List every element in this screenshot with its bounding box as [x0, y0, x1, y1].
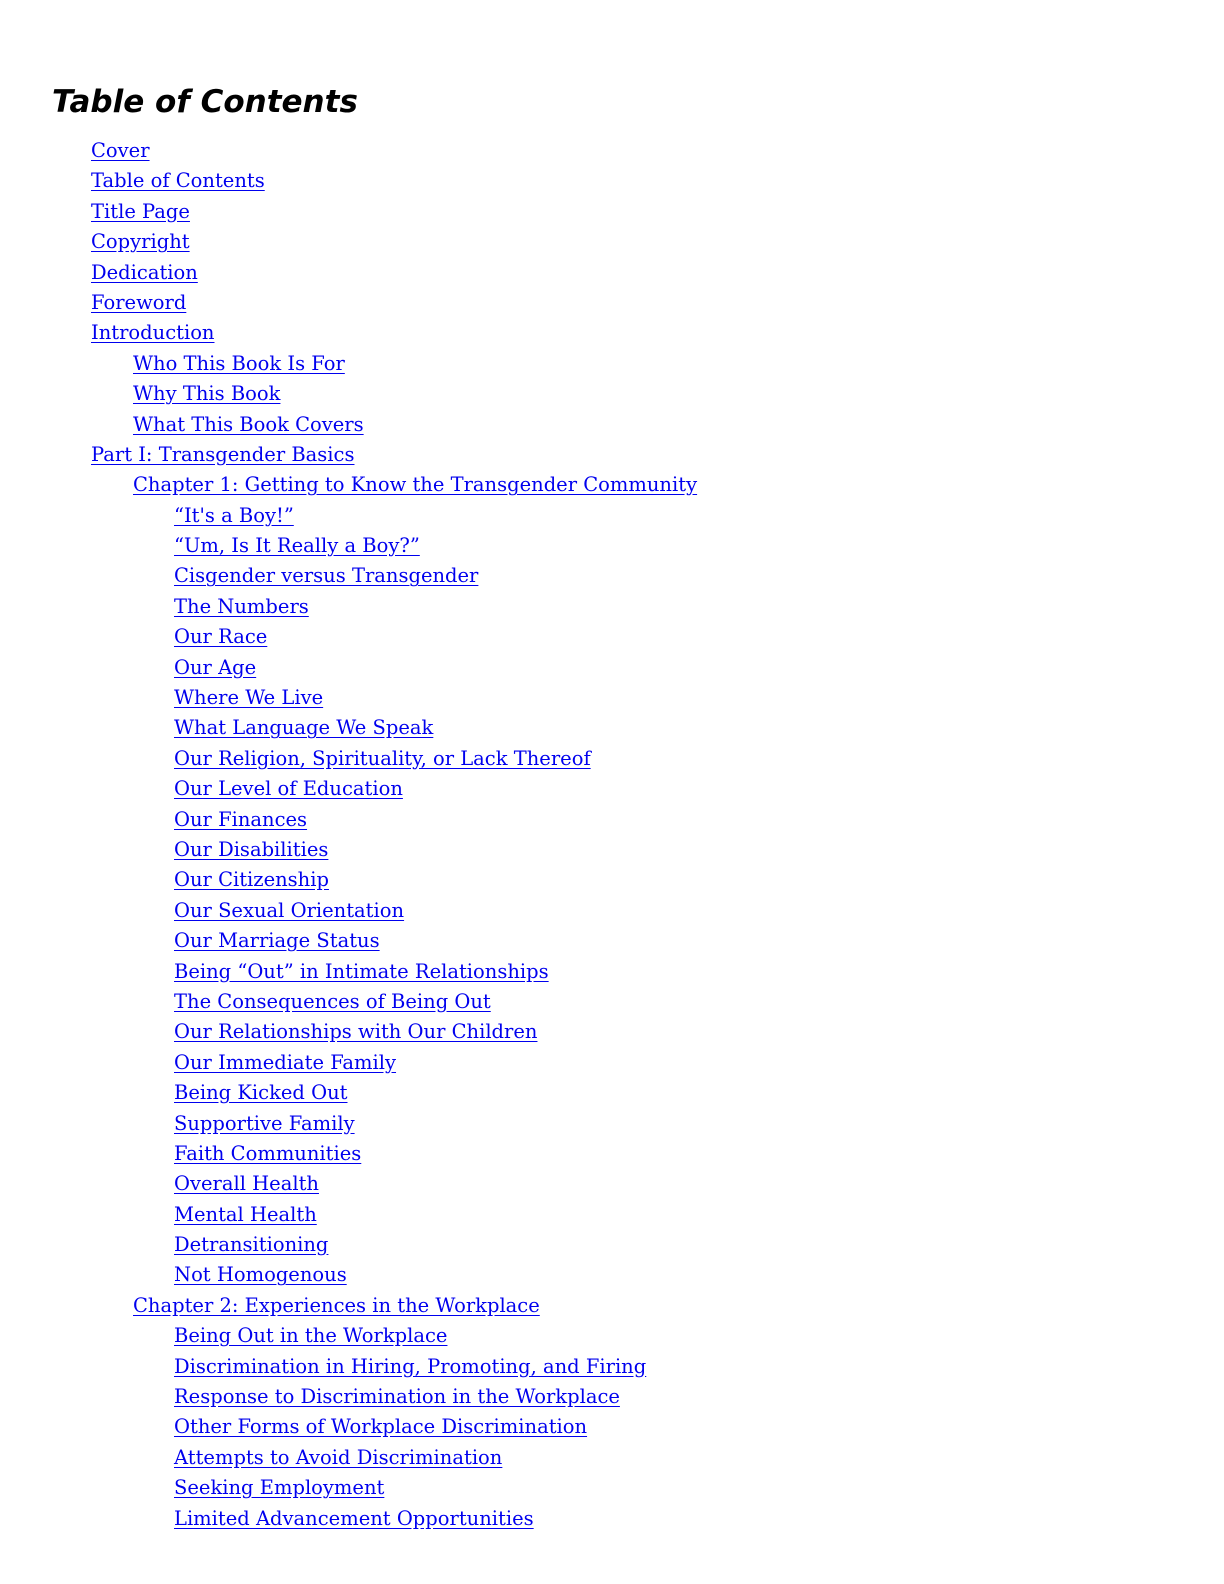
toc-link[interactable]: Cover — [91, 139, 150, 162]
toc-link[interactable]: Who This Book Is For — [133, 351, 345, 375]
toc-link[interactable]: Being “Out” in Intimate Relationships — [174, 959, 549, 983]
toc-entry — [0, 896, 697, 926]
toc-link[interactable]: Being Out in the Workplace — [174, 1324, 448, 1348]
toc-entry — [0, 1078, 697, 1108]
toc-entry — [0, 1291, 697, 1321]
toc-link[interactable]: Part I: Transgender Basics — [91, 442, 355, 466]
toc-entry — [0, 531, 697, 561]
toc-entry — [0, 683, 697, 713]
toc-entry — [0, 136, 697, 166]
toc-link[interactable]: Chapter 1: Getting to Know the Transgender Community — [133, 473, 698, 497]
toc-entry — [0, 774, 697, 804]
toc-link[interactable]: Copyright — [91, 230, 190, 254]
toc-link[interactable]: The Consequences of Being Out — [174, 989, 491, 1013]
toc-link[interactable]: Introduction — [91, 321, 215, 345]
toc-link[interactable]: Our Disabilities — [174, 837, 329, 861]
toc-link[interactable]: Where We Live — [174, 686, 324, 710]
toc-entry — [0, 1139, 697, 1169]
toc-link[interactable]: Our Sexual Orientation — [174, 898, 405, 922]
toc-link[interactable]: Title Page — [91, 199, 190, 223]
toc-entry — [0, 166, 697, 196]
toc-entry — [0, 1382, 697, 1412]
toc-link[interactable]: Seeking Employment — [174, 1476, 385, 1500]
toc-entry — [0, 744, 697, 774]
page-title: Table of Contents — [52, 84, 358, 120]
toc-link[interactable]: “Um, Is It Really a Boy?” — [174, 534, 420, 558]
toc-link[interactable]: The Numbers — [174, 594, 309, 618]
toc-entry — [0, 1169, 697, 1199]
toc-link[interactable]: Limited Advancement Opportunities — [174, 1506, 534, 1530]
toc-link[interactable]: Discrimination in Hiring, Promoting, and Firing — [174, 1354, 647, 1378]
toc-entry — [0, 318, 697, 348]
toc-entry — [0, 1321, 697, 1351]
toc-link[interactable]: Table of Contents — [91, 169, 265, 193]
toc-entry — [0, 1352, 697, 1382]
toc-link[interactable]: What This Book Covers — [133, 412, 364, 436]
toc-link[interactable]: Chapter 2: Experiences in the Workplace — [133, 1293, 540, 1317]
toc-link[interactable]: Faith Communities — [174, 1141, 362, 1165]
toc-link[interactable]: Our Religion, Spirituality, or Lack Thereof — [174, 746, 591, 770]
toc-link[interactable]: Our Marriage Status — [174, 929, 380, 953]
toc-entry — [0, 926, 697, 956]
toc-entry — [0, 410, 697, 440]
toc-entry — [0, 1504, 697, 1534]
toc-entry — [0, 1017, 697, 1047]
toc-link[interactable]: Detransitioning — [174, 1233, 329, 1257]
toc-entry — [0, 957, 697, 987]
toc-link[interactable]: Overall Health — [174, 1172, 319, 1196]
toc-entry — [0, 805, 697, 835]
toc-entry — [0, 470, 697, 500]
toc-link[interactable]: Foreword — [91, 290, 187, 314]
toc-entry — [0, 592, 697, 622]
toc-entry — [0, 622, 697, 652]
toc-entry — [0, 561, 697, 591]
toc-link[interactable]: Dedication — [91, 260, 198, 284]
toc-entry — [0, 1260, 697, 1290]
toc-entry — [0, 379, 697, 409]
toc-list — [0, 136, 697, 1534]
toc-entry — [0, 1473, 697, 1503]
toc-entry — [0, 987, 697, 1017]
toc-entry — [0, 440, 697, 470]
toc-link[interactable]: Our Age — [174, 655, 257, 679]
toc-entry — [0, 1230, 697, 1260]
toc-entry — [0, 1443, 697, 1473]
toc-entry — [0, 865, 697, 895]
toc-link[interactable]: Supportive Family — [174, 1111, 355, 1135]
toc-link[interactable]: Our Race — [174, 625, 268, 649]
toc-link[interactable]: Being Kicked Out — [174, 1081, 348, 1105]
toc-entry — [0, 835, 697, 865]
toc-link[interactable]: Our Citizenship — [174, 868, 329, 892]
toc-link[interactable]: Attempts to Avoid Discrimination — [174, 1445, 503, 1469]
toc-link[interactable]: What Language We Speak — [174, 716, 434, 740]
toc-link[interactable]: Our Relationships with Our Children — [174, 1020, 538, 1044]
toc-entry — [0, 653, 697, 683]
toc-entry — [0, 1200, 697, 1230]
toc-link[interactable]: “It's a Boy!” — [174, 503, 294, 527]
toc-entry — [0, 349, 697, 379]
toc-link[interactable]: Cisgender versus Transgender — [174, 564, 479, 588]
toc-link[interactable]: Our Immediate Family — [174, 1050, 397, 1074]
toc-link[interactable]: Response to Discrimination in the Workplace — [174, 1385, 620, 1409]
toc-entry — [0, 1048, 697, 1078]
toc-link[interactable]: Not Homogenous — [174, 1263, 347, 1287]
toc-entry — [0, 197, 697, 227]
toc-entry — [0, 501, 697, 531]
toc-entry — [0, 227, 697, 257]
toc-entry — [0, 713, 697, 743]
toc-link[interactable]: Our Finances — [174, 807, 308, 831]
toc-link[interactable]: Other Forms of Workplace Discrimination — [174, 1415, 588, 1439]
toc-entry — [0, 1412, 697, 1442]
toc-link[interactable]: Why This Book — [133, 382, 281, 406]
toc-entry — [0, 288, 697, 318]
toc-link[interactable]: Mental Health — [174, 1202, 317, 1226]
toc-entry — [0, 1109, 697, 1139]
toc-link[interactable]: Our Level of Education — [174, 777, 403, 801]
toc-entry — [0, 258, 697, 288]
